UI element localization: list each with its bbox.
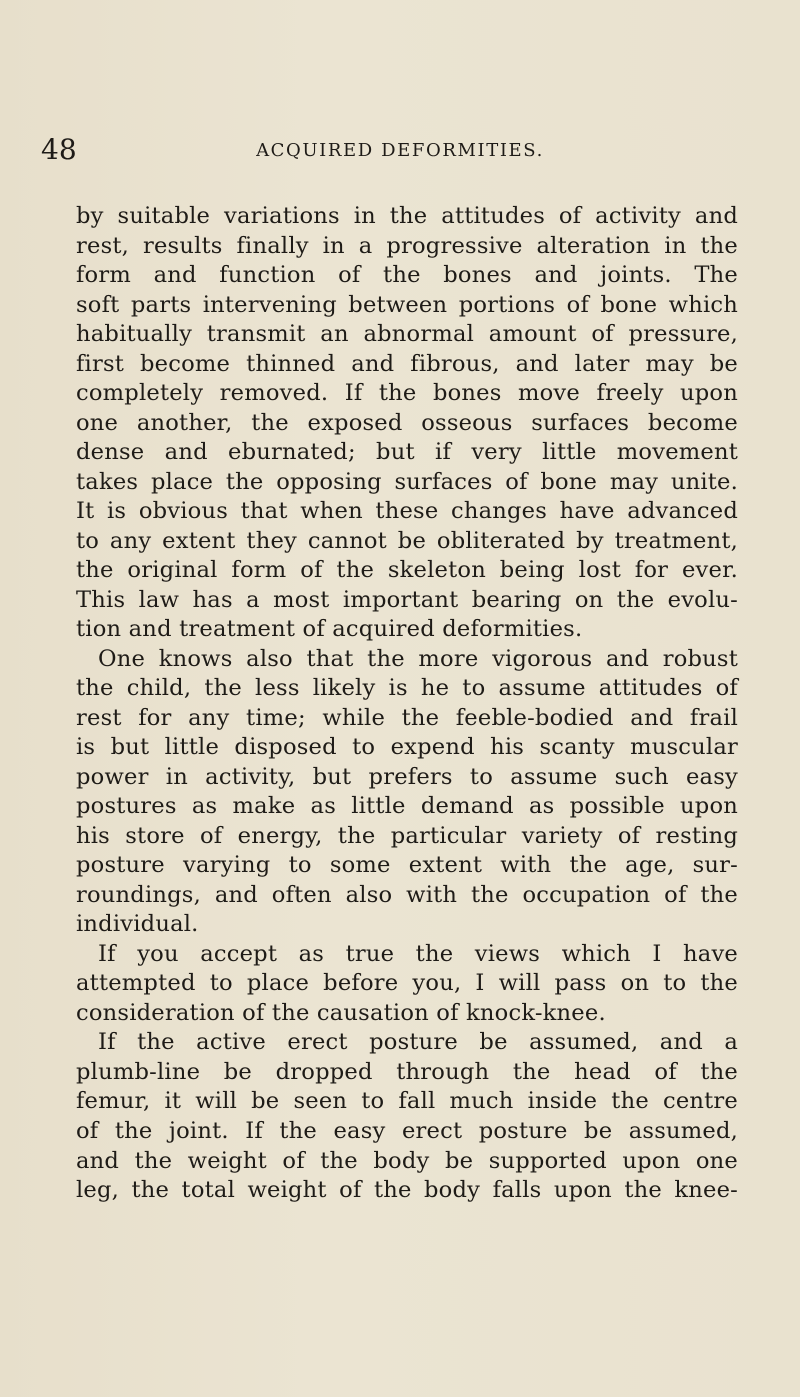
text-line: his store of energy, the particular variety of resting <box>76 822 738 849</box>
text-line: habitually transmit an abnormal amount of pressure, <box>76 321 738 348</box>
text-line: If you accept as true the views which I have <box>98 940 738 967</box>
text-line: rest for any time; while the feeble-bodied and frail <box>76 704 738 731</box>
text-line: one another, the exposed osseous surfaces become <box>76 409 738 436</box>
text-line: plumb-line be dropped through the head of the <box>76 1058 738 1085</box>
text-line: form and function of the bones and joints. The <box>76 262 738 289</box>
text-line: the original form of the skeleton being lost for ever. <box>76 557 738 584</box>
running-head: ACQUIRED DEFORMITIES. <box>256 140 544 161</box>
page-header <box>0 134 800 174</box>
text-line: by suitable variations in the attitudes of activity and <box>76 203 738 229</box>
text-line: consideration of the causation of knock-knee. <box>76 999 606 1026</box>
text-line: of the joint. If the easy erect posture be assumed, <box>76 1117 738 1144</box>
text-line: takes place the opposing surfaces of bone may unite. <box>76 468 738 495</box>
text-line: soft parts intervening between portions of bone which <box>76 291 738 318</box>
text-line: If the active erect posture be assumed, and a <box>98 1029 738 1056</box>
text-line: completely removed. If the bones move freely upon <box>76 380 738 407</box>
text-line: rest, results finally in a progressive alteration in the <box>76 232 738 259</box>
text-line: This law has a most important bearing on the evolu- <box>76 586 738 613</box>
text-line: leg, the total weight of the body falls upon the knee- <box>76 1177 738 1204</box>
text-line: postures as make as little demand as possible upon <box>76 793 738 820</box>
text-line: individual. <box>76 911 199 938</box>
page-number: 48 <box>41 133 77 166</box>
text-line: the child, the less likely is he to assume attitudes of <box>76 675 738 702</box>
text-line: One knows also that the more vigorous and robust <box>98 645 738 672</box>
text-line: power in activity, but prefers to assume such easy <box>76 763 738 790</box>
text-line: posture varying to some extent with the age, sur- <box>76 852 738 879</box>
text-line: roundings, and often also with the occupation of the <box>76 881 738 908</box>
text-line: is but little disposed to expend his scanty muscular <box>76 734 738 761</box>
text-line: tion and treatment of acquired deformities. <box>76 616 583 643</box>
text-line: and the weight of the body be supported upon one <box>76 1147 738 1174</box>
text-line: dense and eburnated; but if very little movement <box>76 439 738 466</box>
text-line: first become thinned and fibrous, and later may be <box>76 350 738 377</box>
body-text <box>76 202 738 1206</box>
text-line: femur, it will be seen to fall much inside the centre <box>76 1088 738 1115</box>
text-line: to any extent they cannot be obliterated by treatment, <box>76 527 738 554</box>
text-line: attempted to place before you, I will pass on to the <box>76 970 738 997</box>
text-line: It is obvious that when these changes have advanced <box>76 498 738 525</box>
